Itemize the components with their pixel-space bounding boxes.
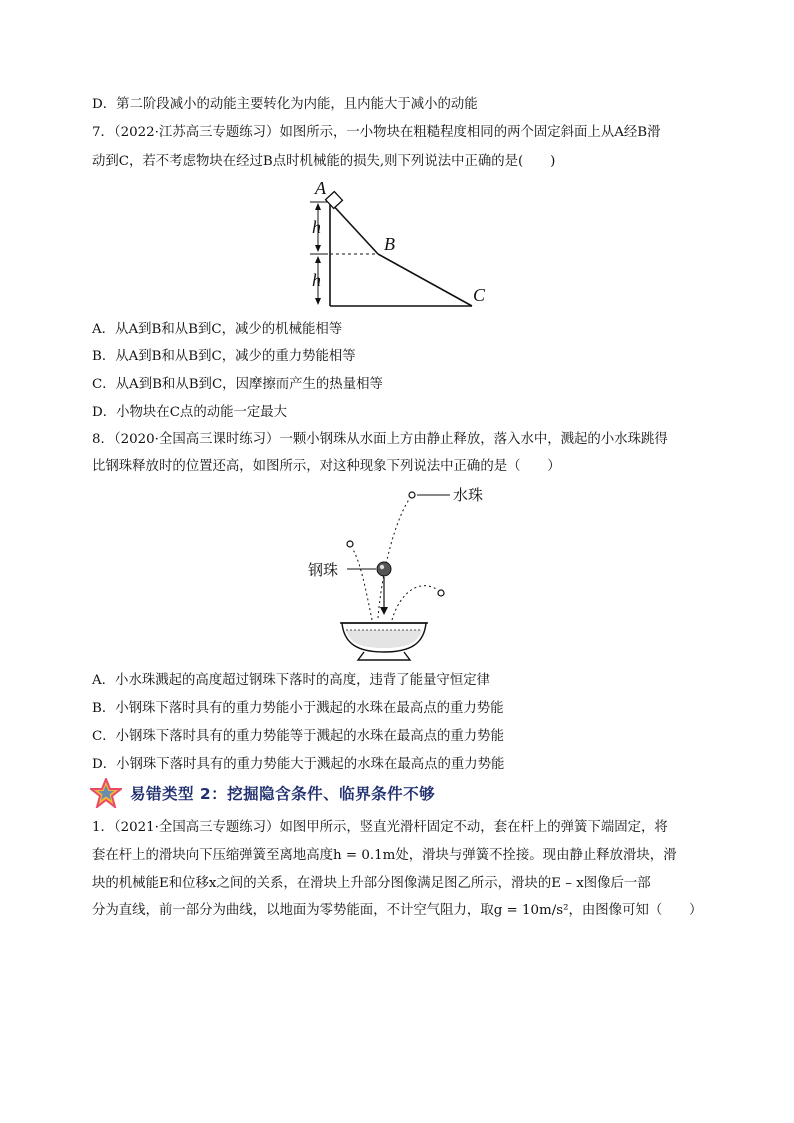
q8-stem-line2: 比钢珠释放时的位置还高，如图所示，对这种现象下列说法中正确的是（ ） [92,459,561,474]
trajectory-right [392,586,438,620]
label-c: C [473,285,486,305]
q6-option-d: D．第二阶段减小的动能主要转化为内能，且内能大于减小的动能 [92,97,478,112]
water-droplet-top [409,492,415,498]
h-arrowhead-1b [315,245,321,252]
label-h2: h [312,270,321,290]
incline-bc [378,254,472,306]
water-droplet-right [438,590,444,596]
steel-ball [377,562,391,576]
q8-option-b: B．小钢珠下落时具有的重力势能小于溅起的水珠在最高点的重力势能 [92,701,504,716]
star-icon [90,778,122,808]
q8-option-d: D．小钢珠下落时具有的重力势能大于溅起的水珠在最高点的重力势能 [92,757,505,772]
trajectory-left [352,548,372,620]
q1-stem-line3: 块的机械能E和位移x之间的关系，在滑块上升部分图像满足图乙所示，滑块的E – x图像后一部 [92,876,651,891]
bowl-base [358,652,410,660]
h-arrowhead-2a [315,256,321,263]
water-droplet-left [347,541,353,547]
q7-option-b: B．从A到B和从B到C，减少的重力势能相等 [92,349,356,364]
q7-option-d: D．小物块在C点的动能一定最大 [92,405,288,420]
q1-stem-line1: 1．（2021·全国高三专题练习）如图甲所示，竖直光滑杆固定不动，套在杆上的弹簧下端固定，将 [92,820,668,835]
q1-stem-line4: 分为直线，前一部分为曲线，以地面为零势能面，不计空气阻力，取g = 10m/s²，由图像可知（ ） [92,903,703,918]
label-steel-ball: 钢珠 [308,561,339,579]
incline-figure [300,176,500,312]
section-title: 易错类型 2：挖掘隐含条件、临界条件不够 [130,785,436,803]
trajectory-high [378,498,410,618]
q8-option-c: C．小钢珠下落时具有的重力势能等于溅起的水珠在最高点的重力势能 [92,729,504,744]
label-h1: h [312,217,321,237]
q7-option-c: C．从A到B和从B到C，因摩擦而产生的热量相等 [92,377,383,392]
section-heading [90,780,435,806]
h-arrowhead-2b [315,298,321,305]
q7-option-a: A．从A到B和从B到C，减少的机械能相等 [92,322,343,337]
incline-ab [330,202,378,254]
fall-arrowhead [380,607,388,615]
h-arrowhead-1a [315,203,321,210]
label-b: B [384,234,395,254]
q8-option-a: A．小水珠溅起的高度超过钢珠下落时的高度，违背了能量守恒定律 [92,673,490,688]
splash-figure [300,480,510,665]
q1-stem-line2: 套在杆上的滑块向下压缩弹簧至离地高度h = 0.1m处，滑块与弹簧不拴接。现由静止释放滑块，滑 [92,848,677,863]
block [326,192,343,209]
label-a: A [315,178,326,198]
steel-ball-highlight [380,565,384,569]
q7-stem-line1: 7．（2022·江苏高三专题练习）如图所示，一小物块在粗糙程度相同的两个固定斜面上从A经B滑 [92,125,661,140]
q8-stem-line1: 8．（2020·全国高三课时练习）一颗小钢珠从水面上方由静止释放，落入水中，溅起的小水珠跳得 [92,432,668,447]
label-water-drop: 水珠 [453,486,484,504]
q7-stem-line2: 动到C，若不考虑物块在经过B点时机械能的损失,则下列说法中正确的是( ) [92,154,556,169]
